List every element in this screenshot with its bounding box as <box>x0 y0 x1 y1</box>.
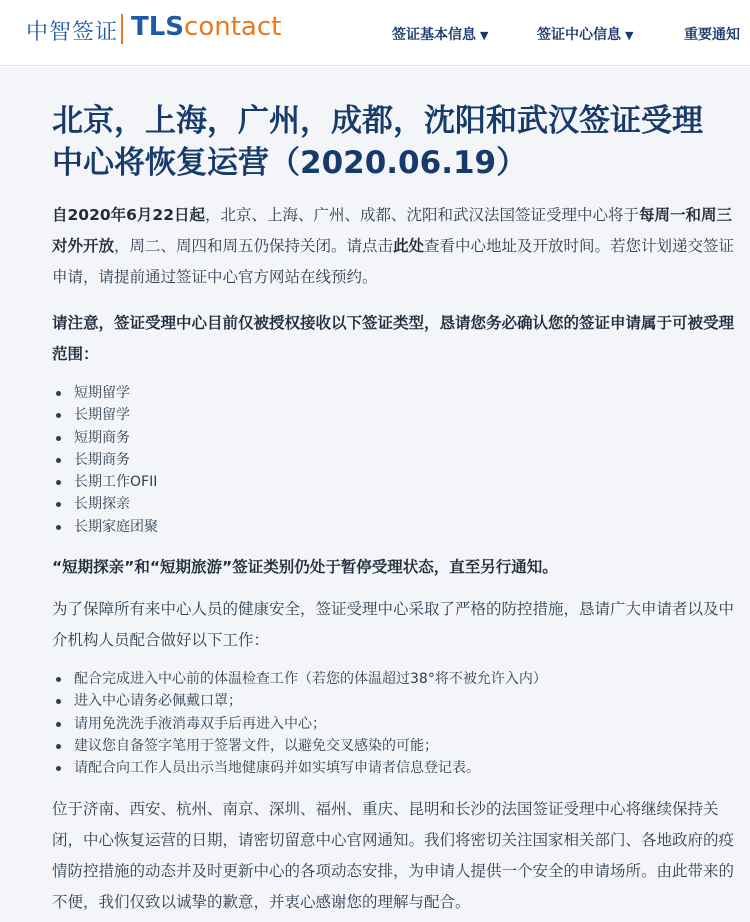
list-item <box>56 668 736 690</box>
bullet-icon <box>56 436 61 441</box>
list-item <box>56 404 736 426</box>
bullet-icon <box>56 480 61 485</box>
paragraph-reopening <box>52 200 742 293</box>
bullet-icon <box>56 525 61 530</box>
nav-important-notices[interactable] <box>684 24 740 44</box>
nav-visa-center-info[interactable] <box>537 24 633 44</box>
bullet-icon <box>56 744 61 749</box>
list-item-text: 短期留学 <box>74 385 130 401</box>
list-item <box>56 382 736 404</box>
bullet-icon <box>56 722 61 727</box>
reopen-date: 自2020年6月22日起 <box>52 206 205 224</box>
list-item-text: 长期工作OFII <box>74 474 158 491</box>
chevron-down-icon: ▼ <box>480 29 489 42</box>
tlscontact-logo[interactable] <box>131 12 281 42</box>
list-item <box>56 516 736 538</box>
bullet-icon <box>56 766 61 771</box>
logo-cn-text[interactable]: 中智签证 <box>26 20 119 45</box>
list-item-text: 请用免洗洗手液消毒双手后再进入中心； <box>74 715 326 732</box>
list-item <box>56 713 736 735</box>
list-item <box>56 757 736 779</box>
list-item-text: 进入中心请务必佩戴口罩； <box>74 693 242 710</box>
paragraph-closed-centers: 位于济南、西安、杭州、南京、深圳、福州、重庆、昆明和长沙的法国签证受理中心将继续保持关闭，中心恢复运营的日期，请密切留意中心官网通知。我们将密切关注国家相关部门、各地政府的疫情防控措施的动态并及时更新中心的各项动态安排，为申请人提供一个安全的申请场所。由此带来的不便，我们仅致以诚挚的歉意，并衷心感谢您的理解与配合。 <box>52 800 735 911</box>
logo-contact-text: contact <box>184 12 282 42</box>
visa-types-list <box>56 382 736 538</box>
list-item-text: 配合完成进入中心前的体温检查工作（若您的体温超过38°将不被允许入内） <box>74 671 547 687</box>
health-measures-list <box>56 668 736 779</box>
open-days: 每周一和周三对外开放 <box>52 206 733 255</box>
list-item-text: 建议您自备签字笔用于签署文件，以避免交叉感染的可能； <box>74 737 438 754</box>
list-item-text: 请配合向工作人员出示当地健康码并如实填写申请者信息登记表。 <box>74 760 480 777</box>
list-item <box>56 427 736 449</box>
list-item-text: 短期商务 <box>74 429 130 446</box>
nav-visa-basic-info[interactable] <box>392 24 488 44</box>
paragraph-text: 查看中心地址及开放时间。若您计划递交签证申请，请提前通过签证中心官方网站在线预约。 <box>52 237 735 286</box>
paragraph-suspended-notice: “短期探亲”和“短期旅游”签证类别仍处于暂停受理状态，直至另行通知。 <box>52 558 558 576</box>
list-item-text: 长期留学 <box>74 407 130 424</box>
bullet-icon <box>56 502 61 507</box>
list-item-text: 长期探亲 <box>74 496 130 513</box>
bullet-icon <box>56 458 61 463</box>
list-item-text: 长期家庭团聚 <box>74 518 158 535</box>
paragraph-text: ，周二、周四和周五仍保持关闭。请点击 <box>114 237 394 255</box>
paragraph-text: ，北京、上海、广州、成都、沈阳和武汉法国签证受理中心将于 <box>205 206 640 224</box>
list-item <box>56 471 736 493</box>
bullet-icon <box>56 677 61 682</box>
list-item <box>56 493 736 515</box>
site-header <box>0 0 750 66</box>
here-link[interactable]: 此处 <box>393 237 425 255</box>
logo-tls-text: TLS <box>131 12 185 42</box>
bullet-icon <box>56 699 61 704</box>
nav-label: 签证基本信息 <box>392 27 476 43</box>
paragraph-health-measures: 为了保障所有来中心人员的健康安全，签证受理中心采取了严格的防控措施，恳请广大申请者以及中介机构人员配合做好以下工作： <box>52 600 735 649</box>
chevron-down-icon: ▼ <box>625 29 634 42</box>
nav-label: 签证中心信息 <box>537 27 621 43</box>
paragraph-visa-types-notice: 请注意，签证受理中心目前仅被授权接收以下签证类型，恳请您务必确认您的签证申请属于可被受理范围： <box>52 314 735 363</box>
nav-label: 重要通知 <box>684 27 740 43</box>
list-item <box>56 690 736 712</box>
logo-divider <box>121 14 123 44</box>
list-item <box>56 735 736 757</box>
bullet-icon <box>56 391 61 396</box>
list-item-text: 长期商务 <box>74 451 130 468</box>
article-title: 北京，上海，广州，成都，沈阳和武汉签证受理中心将恢复运营（2020.06.19） <box>52 103 703 181</box>
list-item <box>56 449 736 471</box>
bullet-icon <box>56 413 61 418</box>
